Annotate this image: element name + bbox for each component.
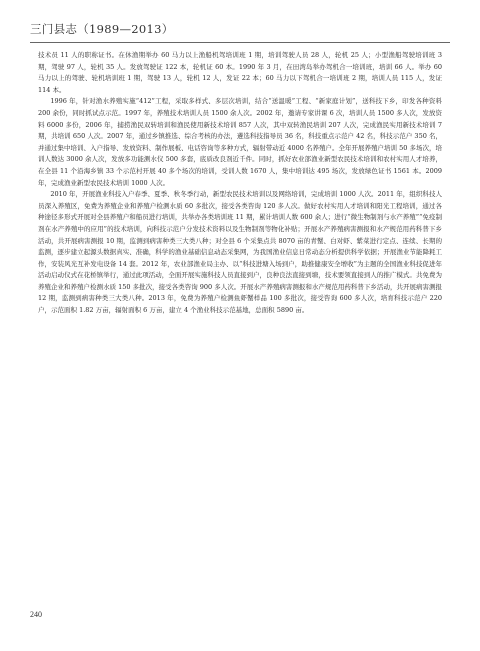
paragraph: 技术员 11 人的职称证书。在休渔期举办 60 马力以上渔船机驾培训班 1 期，培训驾驶人员 28 人，轮机 25 人；小型渔船驾驶培训班 3 期，驾驶 97 人，轮机 35 人。发放驾驶证 122 本，轮机证 60 本。1990 年 3 月，在田湾岛举办驾机合一培训班，培训 66 人。举办 60 马力以上的驾驶、轮机培训班 1 期，驾驶 13 人，轮机 12 人，发证 22 本；60 马力以下驾机合一培训班 2 期，培训人员 115 人，发证 114 本。 bbox=[38, 51, 442, 94]
header-divider bbox=[30, 42, 450, 43]
paragraph: 1996 年，针对渔水养殖实施“412”工程，采取多样式、多层次培训，结合“送温暖”工程、“新家庭计划”，送科技下乡，印发各种资料 200 余份，同时抓试点示范。1997 年，养殖技术培训人员 1500 余人次。2002 年，邀请专家讲课 6 次，培训人员 1500 多人次，发放资料 6000 多份，2006 年，捕捞渔民双转培训和渔民使用新技术培训 857 人次，其中双转渔民培训 207 人次，完成渔民实用新技术培训 7 期，共培训 650 人次。2007 年，通过乡镇推选、综合考核的办法，遴选科技指导员 36 名，科技重点示范户 42 名，科技示范户 350 名，并通过集中培训、入户指导、发放资料、制作展板、电话咨询等多种方式，辐射带动近 4000 名养殖户。全年开展养殖户培训 50 多场次，培训人数达 3000 余人次，发放多功能测水仪 500 多套，底质改良剂近千件。同时，抓好农业部渔业新型农民技术培训和农村实用人才培养，在全县 11 个沿海乡镇 33 个示范村开展 40 多个场次的培训，受训人数 1670 人，集中培训达 495 场次，发放绿色证书 1561 本。2009 年，完成渔业新型农民技术培训 1000 人次。 bbox=[38, 97, 442, 187]
page-number: 240 bbox=[30, 610, 42, 619]
page-header-title: 三门县志（1989—2013） bbox=[30, 22, 174, 36]
page-body bbox=[38, 50, 442, 317]
paragraph: 2010 年，开展渔业科技入户春季、夏季、秋冬季行动，新型农民技术培训以及网络培训，完成培训 1000 人次。2011 年，组织科技人员深入养殖区，免费为养殖企业和养殖户检测水质 60 多批次，接受各类咨询 120 多人次。做好农村实用人才培训和阳光工程培训，通过各种途径多形式开展对全县养殖户和船员进行培训，共举办各类培训班 11 期，累计培训人数 600 余人；进行“微生物制剂与水产养殖”“免疫制剂在水产养殖中的应用”的技术培训，向科技示范户分发技术资料以及生物制剂等物化补贴；开展水产养殖病害测报和水产规范用药科普下乡活动，共开展病害测报 10 期，监测到病害种类三大类八种；对全县 6 个采集点共 8070 亩的青蟹、白对虾、紫菜进行定点、连续、长期的监测，逐步建立起源头数据真实、准确，科学的渔业基础信息动态采集网，为我国渔业信息日常动态分析提供科学依据；开展渔业节能降耗工作，安装风光互补发电设备 14 套。2012 年，农业部渔业局主办、以“科技进塘入场到户，助推健康安全增收”为主题的全国渔业科技促进年活动启动仪式在花桥镇举行，通过此项活动，全面开展实施科技人员直接到户，良种良法直接到塘，技术要领直接到人的推广模式。共免费为养殖企业和养殖户检测水质 150 多批次，接受各类咨询 900 多人次。开展水产养殖病害测报和水产规范用药科普下乡活动，共开展病害测报 12 期，监测到病害种类三大类八种。2013 年，免费为养殖户检测鱼虾蟹样品 100 多批次，接受咨询 600 多人次，培育科技示范户 220 户，示范面积 1.82 万亩，辐射面积 6 万亩，建立 4 个渔业科技示范基地，总面积 5890 亩。 bbox=[38, 190, 442, 315]
